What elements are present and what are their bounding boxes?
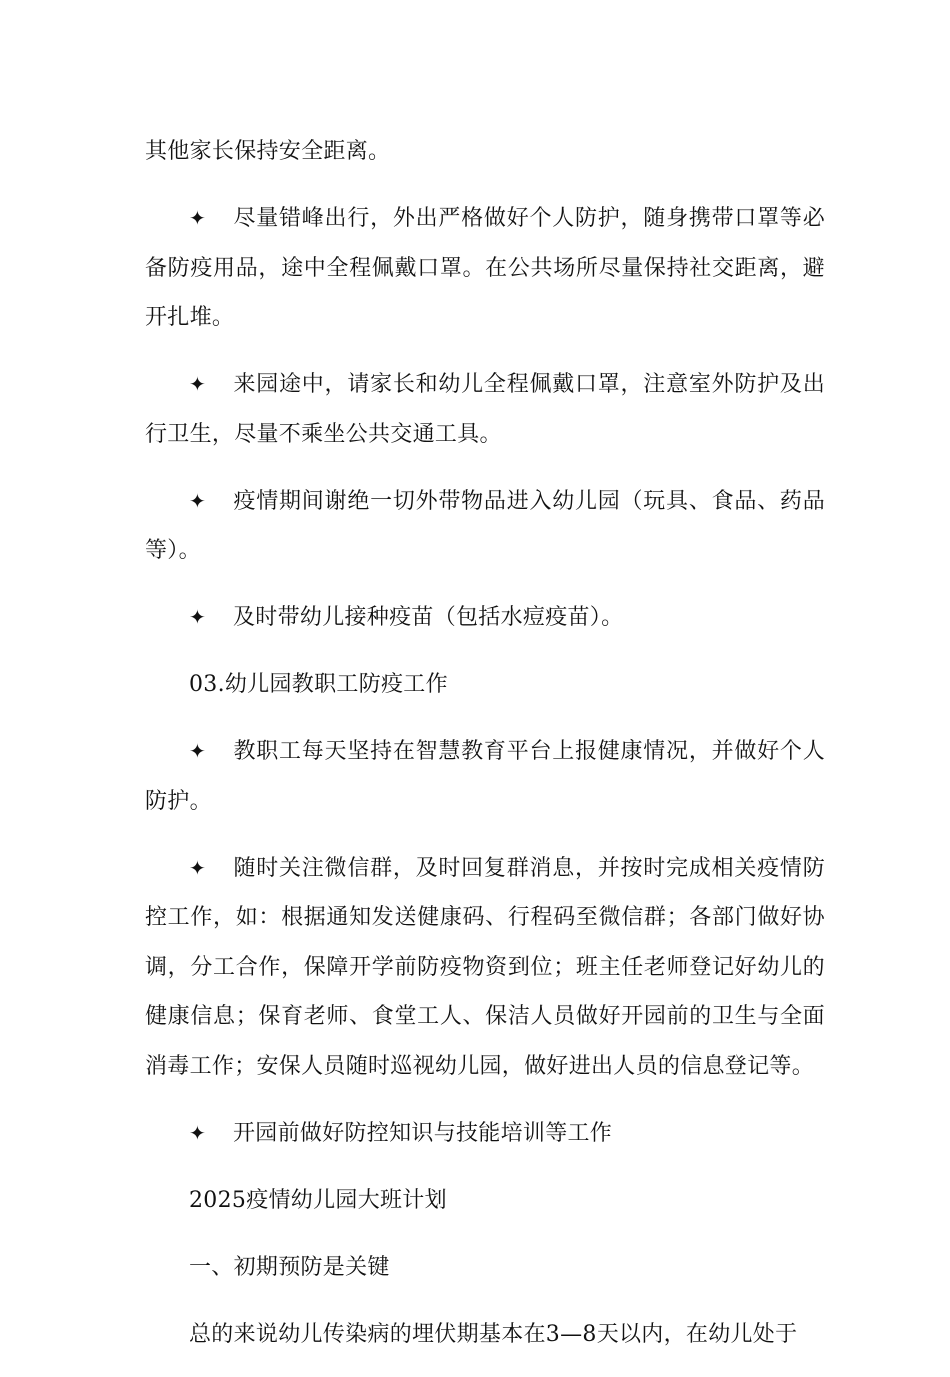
bullet-item-vaccination — [145, 593, 825, 643]
star-bullet-icon: ✦ — [189, 605, 207, 629]
bullet-text: 来园途中，请家长和幼儿全程佩戴口罩，注意室外防护及出行卫生，尽量不乘坐公共交通工具。 — [145, 372, 825, 447]
bullet-text: 随时关注微信群，及时回复群消息，并按时完成相关疫情防控工作，如：根据通知发送健康码、行程码至微信群；各部门做好协调，分工合作，保障开学前防疫物资到位；班主任老师登记好幼儿的健康信息；保育老师、食堂工人、保洁人员做好开园前的卫生与全面消毒工作；安保人员随时巡视幼儿园，做好进出人员的信息登记等。 — [145, 855, 825, 1079]
bullet-text: 疫情期间谢绝一切外带物品进入幼儿园（玩具、食品、药品等）。 — [145, 488, 825, 563]
heading-text: 03.幼儿园教职工防疫工作 — [189, 672, 448, 697]
body-paragraph — [145, 1310, 825, 1360]
bullet-text: 及时带幼儿接种疫苗（包括水痘疫苗）。 — [233, 605, 624, 630]
bullet-item-no-outside-items — [145, 477, 825, 576]
star-bullet-icon: ✦ — [189, 739, 207, 763]
bullet-text: 开园前做好防控知识与技能培训等工作 — [233, 1120, 613, 1146]
bullet-item-commute-masks — [145, 360, 825, 459]
paragraph-continuation — [145, 127, 825, 177]
title-text: 2025疫情幼儿园大班计划 — [189, 1187, 447, 1213]
star-bullet-icon: ✦ — [189, 1120, 207, 1145]
section-heading-staff — [145, 660, 825, 710]
document-page — [145, 127, 825, 1377]
star-bullet-icon: ✦ — [189, 206, 207, 230]
paragraph-text: 其他家长保持安全距离。 — [145, 139, 391, 164]
star-bullet-icon: ✦ — [189, 372, 207, 396]
bullet-text: 尽量错峰出行，外出严格做好个人防护，随身携带口罩等必备防疫用品，途中全程佩戴口罩。在公共场所尽量保持社交距离，避开扎堆。 — [145, 206, 825, 330]
bullet-item-wechat-group — [145, 844, 825, 1092]
star-bullet-icon: ✦ — [189, 488, 207, 513]
paragraph-text: 总的来说幼儿传染病的埋伏期基本在3—8天以内，在幼儿处于 — [189, 1321, 798, 1347]
section-heading-prevention — [145, 1243, 825, 1293]
bullet-item-staggered-travel — [145, 194, 825, 343]
bullet-item-training — [145, 1109, 825, 1159]
star-bullet-icon: ✦ — [189, 855, 207, 880]
document-title — [145, 1176, 825, 1226]
bullet-item-health-reporting — [145, 727, 825, 826]
heading-text: 一、初期预防是关键 — [189, 1254, 390, 1280]
bullet-text: 教职工每天坚持在智慧教育平台上报健康情况，并做好个人防护。 — [145, 739, 825, 814]
